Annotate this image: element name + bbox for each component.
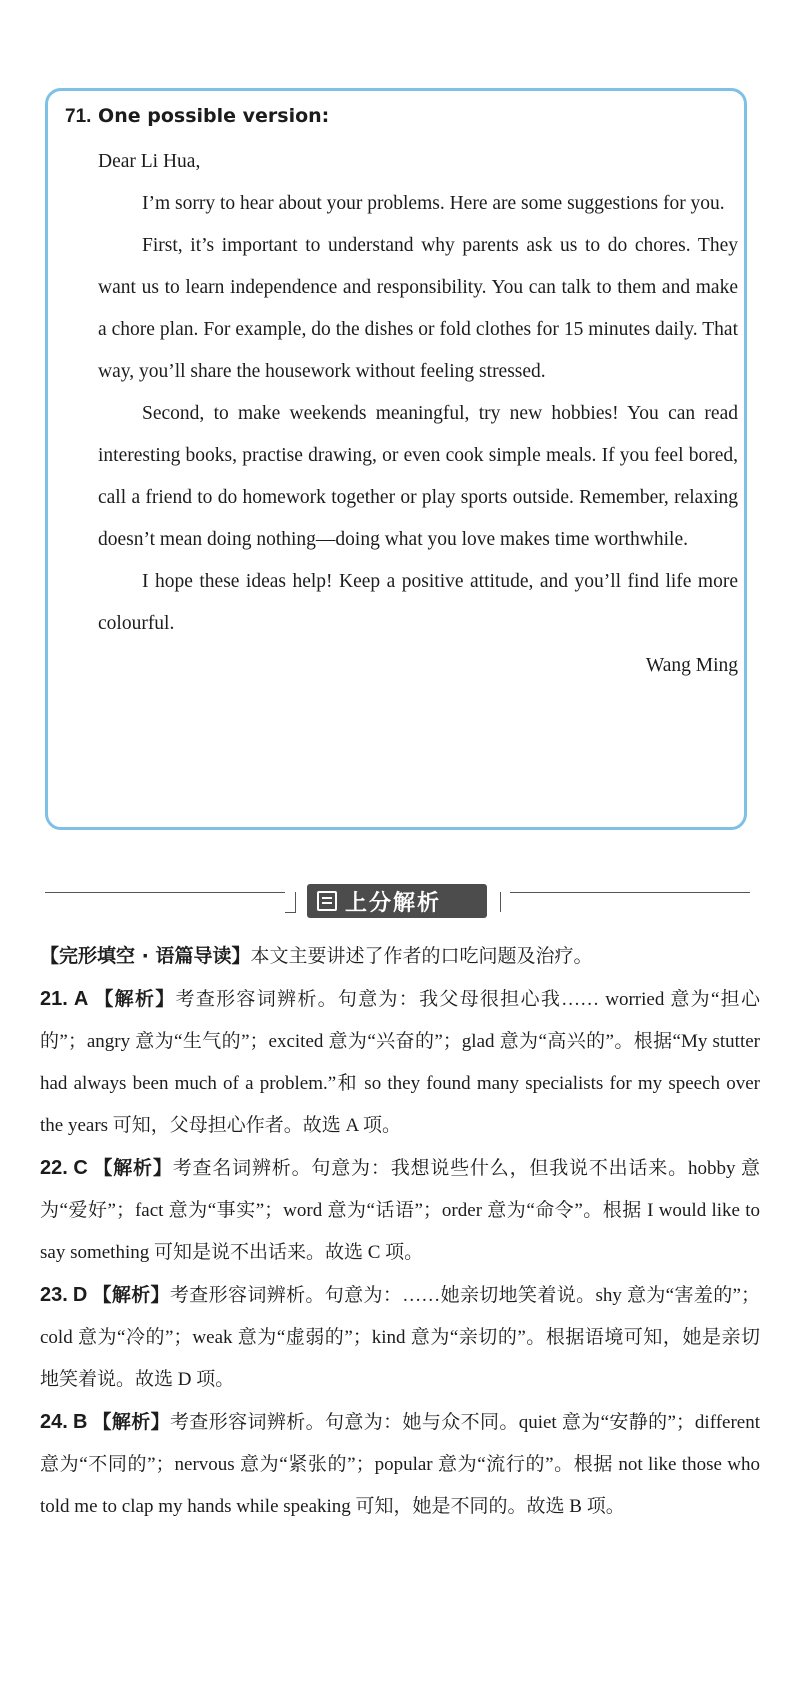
essay-signature: Wang Ming <box>645 655 738 676</box>
answer-letter: B <box>72 1411 88 1433</box>
analysis-tag: 【解析】 <box>93 1157 173 1179</box>
answer-item <box>40 1401 760 1528</box>
divider-bracket <box>285 892 296 913</box>
analysis-text: 考查形容词辨析。句意为：我父母很担心我…… worried 意为“担心的”；angry 意为“生气的”；excited 意为“兴奋的”；glad 意为“高兴的”。根据“My stutter had always been much of a problem.”和 so they found many specialists for my speech over the years 可知，父母担心作者。故选 A 项。 <box>40 989 760 1136</box>
analysis-text: 考查形容词辨析。句意为：……她亲切地笑着说。shy 意为“害羞的”；cold 意为“冷的”；weak 意为“虚弱的”；kind 意为“亲切的”。根据语境可知，她是亲切地笑着说。故选 D 项。 <box>40 1285 760 1390</box>
analysis-text: 考查名词辨析。句意为：我想说些什么，但我说不出话来。hobby 意为“爱好”；fact 意为“事实”；word 意为“话语”；order 意为“命令”。根据 I would like to say something 可知是说不出话来。故选 C 项。 <box>40 1158 761 1263</box>
answer-number: 23. <box>40 1284 68 1306</box>
answer-letter: D <box>72 1284 88 1306</box>
answer-letter: A <box>73 988 89 1010</box>
answer-number: 21. <box>40 988 68 1010</box>
essay-heading-text: One possible version: <box>98 105 330 127</box>
essay-paragraph: I hope these ideas help! Keep a positive attitude, and you’ll find life more colourful. <box>98 571 738 634</box>
essay-salutation: Dear Li Hua, <box>98 151 201 172</box>
analysis-text: 考查形容词辨析。句意为：她与众不同。quiet 意为“安静的”；different 意为“不同的”；nervous 意为“紧张的”；popular 意为“流行的”。根据 not like those who told me to clap my hands while speaking 可知，她是不同的。故选 B 项。 <box>40 1412 760 1517</box>
analysis-tag: 【解析】 <box>92 1411 171 1433</box>
answer-number: 22. <box>40 1157 68 1179</box>
section-divider <box>45 884 750 924</box>
analysis-tag: 【解析】 <box>94 988 176 1010</box>
section-badge <box>307 884 487 918</box>
question-number: 71. <box>65 106 92 127</box>
divider-line <box>510 892 750 893</box>
analysis-tag: 【解析】 <box>92 1284 170 1306</box>
answer-letter: C <box>73 1157 88 1179</box>
book-icon <box>317 891 337 911</box>
section-title: 上分解析 <box>345 890 442 916</box>
answer-item <box>40 978 760 1147</box>
answer-number: 24. <box>40 1411 68 1433</box>
essay-box <box>45 88 747 830</box>
essay-paragraph: I’m sorry to hear about your problems. Here are some suggestions for you. <box>142 193 725 214</box>
divider-bracket <box>500 892 511 912</box>
essay-paragraph: First, it’s important to understand why parents ask us to do chores. They want us to learn independence and responsibility. You can talk to them and make a chore plan. For example, do the dishes or fold clothes for 15 minutes daily. That way, you’ll share the housework without feeling stressed. <box>98 235 738 382</box>
answer-item <box>40 1147 760 1274</box>
essay-heading <box>65 105 329 128</box>
divider-line <box>45 892 285 893</box>
summary-tag: 【完形填空 · 语篇导读】 <box>40 945 251 967</box>
summary-text: 本文主要讲述了作者的口吃问题及治疗。 <box>250 946 593 967</box>
essay-body <box>98 141 738 687</box>
essay-paragraph: Second, to make weekends meaningful, try new hobbies! You can read interesting books, practise drawing, or even cook simple meals. If you feel bored, call a friend to do homework together or play sports outside. Remember, relaxing doesn’t mean doing nothing—doing what you love makes time worthwhile. <box>98 403 738 550</box>
answer-item <box>40 1274 760 1401</box>
analysis-section <box>40 935 760 1528</box>
passage-summary <box>40 935 760 978</box>
